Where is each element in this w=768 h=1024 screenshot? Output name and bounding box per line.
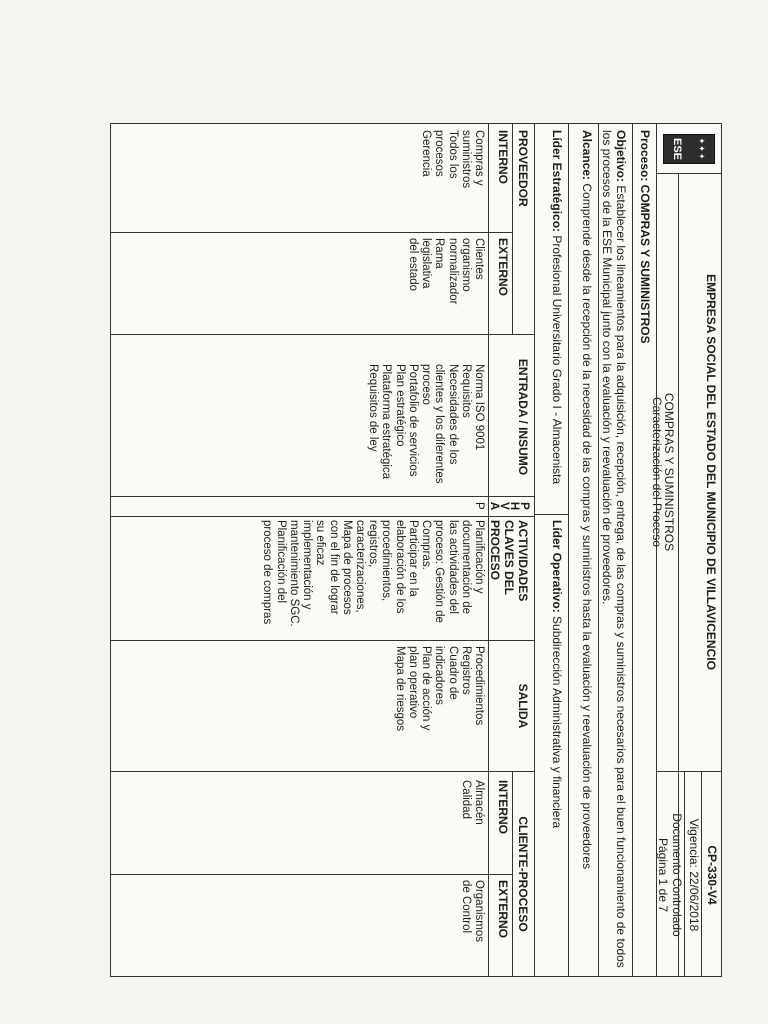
- process-title: Proceso: COMPRAS Y SUMINISTROS: [638, 130, 652, 344]
- objective-text: Establecer los lineamientos para la adquisición, recepción, entrega, de las compras y suministros necesarios para el buen funcionamiento de todos los procesos de la ESE Municipal junto con la evaluación y reevaluación de proveedores.: [600, 130, 628, 968]
- rule-scope-bottom: [568, 124, 569, 976]
- cell-client-external: Organismos de Control: [459, 880, 485, 942]
- scope-text: Comprende desde la recepción de la necesidad de las compras y suministros hasta la evaluación y reevaluación de proveedores: [580, 183, 594, 870]
- rule-col-2: [111, 334, 535, 335]
- header-provider-external: EXTERNO: [496, 238, 510, 297]
- logo-box: [657, 124, 721, 173]
- document-code: CP-330-V4: [705, 845, 719, 905]
- rotated-page: [111, 124, 721, 976]
- objective-block: [599, 130, 627, 970]
- rule-title-bottom: [632, 124, 633, 976]
- rule-col-6: [111, 771, 535, 772]
- strategic-leader-value: Profesional Universitario Grado I - Almacenista: [550, 235, 564, 485]
- rule-logo-right: [657, 173, 721, 174]
- cell-provider-external: Clientes organismo normalizador Rama legislativa del estado: [406, 238, 485, 305]
- objective-label: Objetivo:: [614, 130, 628, 183]
- controlled-label: Documento Controlado: [670, 813, 684, 937]
- cell-output: Procedimientos Registros Cuadro de indicadores Plan de acción y plan operativo Mapa de riesgos: [393, 646, 485, 732]
- cell-provider-internal: Compras y suministros Todos los procesos Gerencia: [420, 130, 485, 189]
- header-client-process: CLIENTE-PROCESO: [516, 816, 530, 932]
- header-client-external: EXTERNO: [496, 880, 510, 939]
- rule-validity-bottom: [684, 771, 685, 976]
- header-provider: PROVEEDOR: [516, 130, 530, 207]
- cell-input: Norma ISO 9001 Requisitos Necesidades de los clientes y los diferentes proceso Portafolio de servicios Plan estratégico Plataforma estratégica Requisitos de ley: [367, 364, 485, 484]
- header-output: SALIDA: [516, 683, 530, 729]
- header-process-name: COMPRAS Y SUMINISTROS: [662, 392, 676, 552]
- operative-leader-label: Líder Operativo:: [550, 520, 564, 613]
- cell-activities: Planificación y documentación de las actividades del proceso: Gestión de Compras. Participar en la elaboración de los procedimientos, registros, caracterizaciones, Mapa de procesos con el fin de lograr su eficaz implementación y mantenimiento SGC. Planificación del proceso de compras: [261, 520, 485, 627]
- operative-leader-value: Subdirección Administrativa y financiera: [550, 616, 564, 829]
- page-number: Página 1 de 7: [656, 837, 670, 913]
- rule-objective-bottom: [598, 124, 599, 976]
- header-provider-internal: INTERNO: [496, 130, 510, 184]
- rule-header-mid: [678, 173, 679, 976]
- rule-col-3: [111, 496, 535, 497]
- rule-header-bottom: [656, 124, 657, 976]
- header-phva: P H V A: [488, 501, 530, 511]
- header-client-internal: INTERNO: [496, 780, 510, 834]
- rule-col-5: [111, 640, 535, 641]
- header-input: ENTRADA / INSUMO: [516, 358, 530, 476]
- strategic-leader-label: Líder Estratégico:: [550, 130, 564, 233]
- header-doc-type: Caracterización del Proceso: [650, 396, 664, 548]
- cell-phva: P: [473, 502, 485, 510]
- rule-leader-bottom: [534, 124, 535, 976]
- operative-leader: [549, 520, 563, 970]
- validity-date: Vigencia: 22/06/2018: [687, 818, 701, 932]
- scope-label: Alcance:: [580, 130, 594, 181]
- logo-stars-icon: ✦✦✦: [697, 137, 706, 161]
- rule-table-header-bottom: [488, 124, 489, 976]
- cell-client-internal: Almacén Calidad: [459, 780, 485, 825]
- rule-code-bottom: [701, 771, 702, 976]
- rule-col-1: [111, 232, 513, 233]
- rule-col-4: [111, 516, 535, 517]
- rule-col-7: [111, 874, 513, 875]
- rule-provider-sub: [512, 124, 513, 334]
- rule-header-right: [657, 771, 721, 772]
- company-name: EMPRESA SOCIAL DEL ESTADO DEL MUNICIPIO DE VILLAVICENCIO: [704, 274, 718, 670]
- strategic-leader: [549, 130, 563, 502]
- header-activities: ACTIVIDADES CLAVES DEL PROCESO: [488, 520, 530, 602]
- ese-logo: [663, 134, 715, 164]
- logo-text: ESE: [670, 137, 683, 160]
- document-sheet: [110, 123, 722, 977]
- rule-leader-split: [535, 514, 569, 515]
- scope-block: [579, 130, 593, 970]
